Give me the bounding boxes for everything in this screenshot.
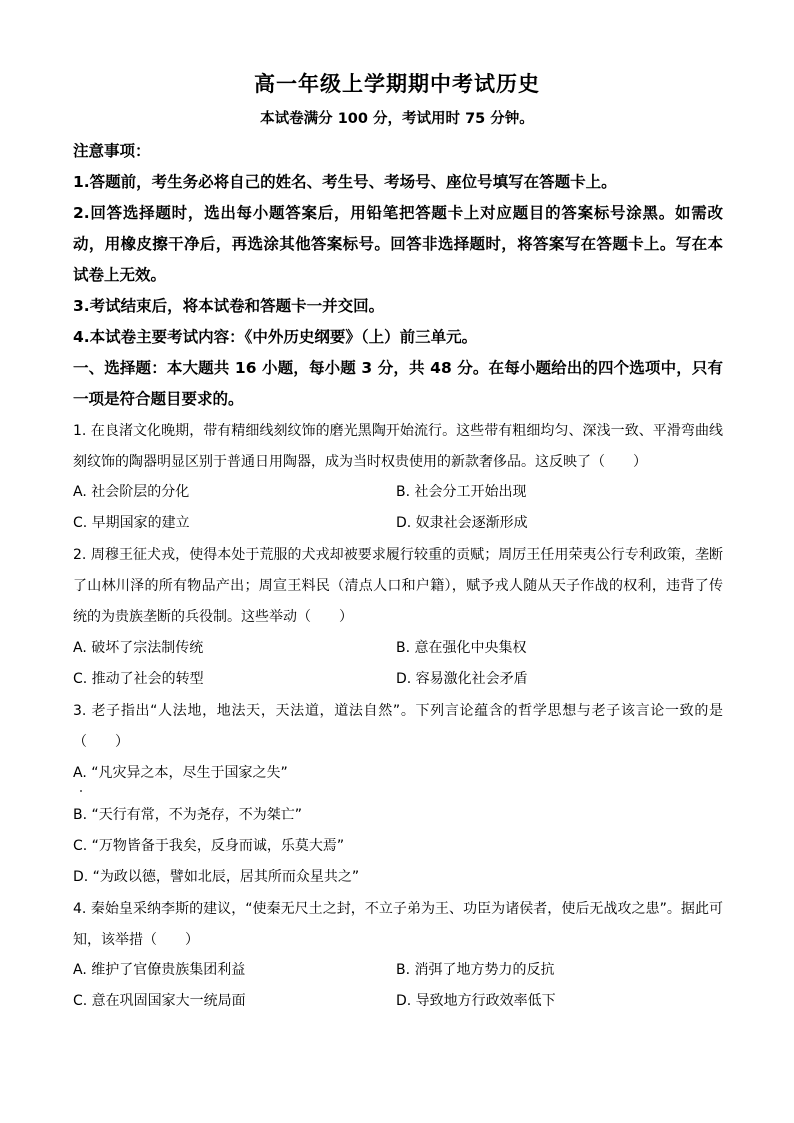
question-3-option-c[interactable]: C. “万物皆备于我矣，反身而诚，乐莫大焉” (73, 838, 345, 854)
question-4-option-c[interactable]: C. 意在巩固国家大一统局面 (73, 993, 246, 1009)
question-4-option-b[interactable]: B. 消弭了地方势力的反抗 (396, 962, 555, 978)
question-3-stem: 3. 老子指出“人法地，地法天，天法道，道法自然”。下列言论蕴含的哲学思想与老子该言论一致的是（ ） (73, 703, 723, 750)
note-item-2: 2.回答选择题时，选出每小题答案后，用铅笔把答题卡上对应题目的答案标号涂黑。如需改动，用橡皮擦干净后，再选涂其他答案标号。回答非选择题时，将答案写在答题卡上。写在本试卷上无效。 (73, 204, 723, 284)
question-2-option-a[interactable]: A. 破坏了宗法制传统 (73, 640, 204, 656)
question-2-stem: 2. 周穆王征犬戎，使得本处于荒服的犬戎却被要求履行较重的贡赋；周厉王任用荣夷公行专利政策，垄断了山林川泽的所有物品产出；周宣王料民（清点人口和户籍），赋予戎人随从天子作战的权利，违背了传统的为贵族垄断的兵役制。这些举动（ ） (73, 547, 723, 625)
stray-dot (80, 790, 82, 792)
section-heading: 一、选择题：本大题共 16 小题，每小题 3 分，共 48 分。在每小题给出的四个选项中，只有一项是符合题目要求的。 (73, 359, 723, 408)
question-3-option-d[interactable]: D. “为政以德，譬如北辰，居其所而众星共之” (73, 869, 360, 885)
question-1-option-d[interactable]: D. 奴隶社会逐渐形成 (396, 515, 528, 531)
note-item-3: 3.考试结束后，将本试卷和答题卡一并交回。 (73, 297, 385, 315)
notes-heading: 注意事项： (73, 142, 151, 160)
question-4-stem: 4. 秦始皇采纳李斯的建议，“使秦无尺土之封，不立子弟为王、功臣为诸侯者，使后无战攻之患”。据此可知，该举措（ ） (73, 901, 723, 948)
question-4-option-a[interactable]: A. 维护了官僚贵族集团利益 (73, 962, 246, 978)
question-3-option-b[interactable]: B. “天行有常，不为尧存，不为桀亡” (73, 807, 303, 823)
question-1-stem: 1. 在良渚文化晚期，带有精细线刻纹饰的磨光黑陶开始流行。这些带有粗细均匀、深浅一致、平滑弯曲线刻纹饰的陶器明显区别于普通日用陶器，成为当时权贵使用的新款奢侈品。这反映了（ ） (73, 423, 723, 470)
question-3-option-a[interactable]: A. “凡灾异之本，尽生于国家之失” (73, 765, 288, 781)
note-item-4: 4.本试卷主要考试内容：《中外历史纲要》（上）前三单元。 (73, 328, 478, 346)
question-4-option-d[interactable]: D. 导致地方行政效率低下 (396, 993, 556, 1009)
question-2-option-b[interactable]: B. 意在强化中央集权 (396, 640, 527, 656)
exam-subtitle: 本试卷满分 100 分，考试用时 75 分钟。 (260, 111, 534, 127)
note-item-1: 1.答题前，考生务必将自己的姓名、考生号、考场号、座位号填写在答题卡上。 (73, 173, 617, 191)
exam-title: 高一年级上学期期中考试历史 (254, 72, 540, 96)
question-1-option-c[interactable]: C. 早期国家的建立 (73, 515, 190, 531)
question-1-option-a[interactable]: A. 社会阶层的分化 (73, 484, 190, 500)
question-2-option-c[interactable]: C. 推动了社会的转型 (73, 671, 204, 687)
question-2-option-d[interactable]: D. 容易激化社会矛盾 (396, 671, 528, 687)
question-1-option-b[interactable]: B. 社会分工开始出现 (396, 484, 527, 500)
